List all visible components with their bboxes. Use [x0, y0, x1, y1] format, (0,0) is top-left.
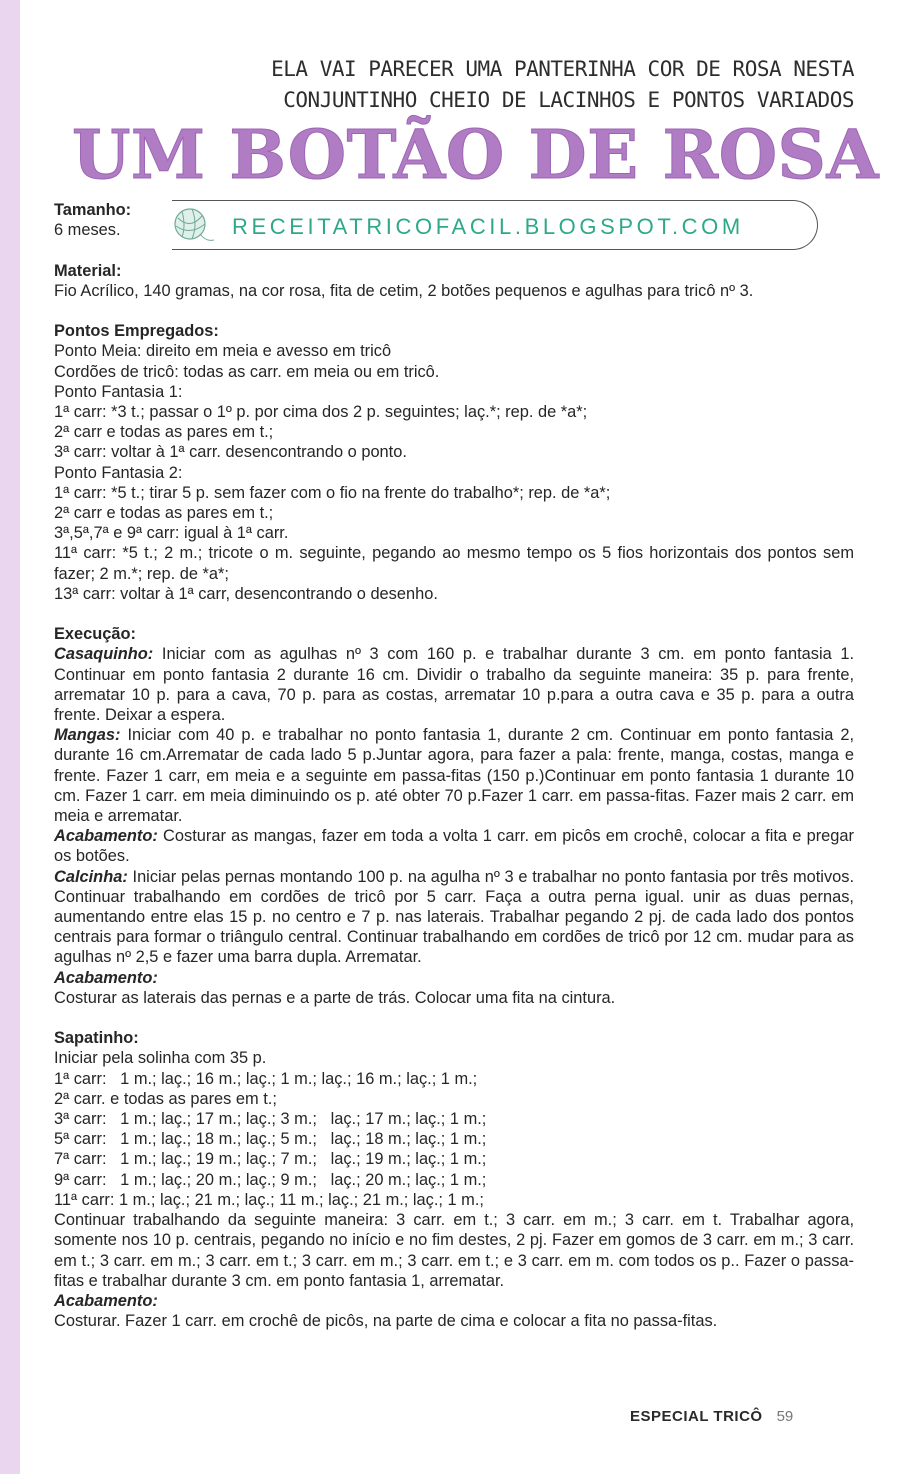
casaquinho-paragraph	[54, 644, 854, 725]
pontos-line: Ponto Fantasia 2:	[54, 463, 183, 482]
calcinha-text: Iniciar pelas pernas montando 100 p. na agulha nº 3 e trabalhar no ponto fantasia por três motivos. Continuar trabalhando em cordões de tricô por 5 carr. Faça a outra perna igual. unir as duas pernas, aumentando entre elas 15 p. no centro e 7 p. nas laterais. Trabalhar pegando 2 pj. de cada lado dos pontos centrais para formar o triângulo central. Continuar trabalhando em cordões de tricô por 12 cm. mudar para as agulhas nº 2,5 e fazer uma barra dupla. Arrematar.	[54, 867, 854, 967]
sapatinho-line: 1ª carr: 1 m.; laç.; 16 m.; laç.; 1 m.; laç.; 16 m.; laç.; 1 m.;	[54, 1069, 478, 1088]
page-number: 59	[776, 1408, 794, 1425]
pontos-line: 11ª carr: *5 t.; 2 m.; tricote o m. seguinte, pegando ao mesmo tempo os 5 fios horizontais dos pontos sem fazer; 2 m.*; rep. de *a*;	[54, 544, 854, 583]
pontos-line: 13ª carr: voltar à 1ª carr, desencontrando o desenho.	[54, 584, 438, 603]
pontos-line: 1ª carr: *3 t.; passar o 1º p. por cima dos 2 p. seguintes; laç.*; rep. de *a*;	[54, 403, 588, 421]
calcinha-paragraph	[54, 867, 854, 968]
acabamento-label: Acabamento:	[54, 827, 158, 846]
acabamento-casaquinho-paragraph	[54, 826, 854, 866]
subtitle-line-2: CONJUNTINHO CHEIO DE LACINHOS E PONTOS VARIADOS	[283, 88, 854, 112]
pontos-heading: Pontos Empregados:	[54, 322, 219, 341]
sapatinho-line: 7ª carr: 1 m.; laç.; 19 m.; laç.; 7 m.; laç.; 19 m.; laç.; 1 m.;	[54, 1150, 487, 1169]
sapatinho-line: 9ª carr: 1 m.; laç.; 20 m.; laç.; 9 m.; laç.; 20 m.; laç.; 1 m.;	[54, 1170, 487, 1189]
acabamento-sapatinho-text: Costurar. Fazer 1 carr. em crochê de picôs, na parte de cima e colocar a fita no passa-fitas.	[54, 1312, 718, 1331]
material-heading: Material:	[54, 261, 122, 280]
page-title: UM BOTÃO DE ROSA	[72, 115, 879, 194]
sapatinho-line: Iniciar pela solinha com 35 p.	[54, 1049, 267, 1068]
mangas-label: Mangas:	[54, 726, 121, 745]
acabamento-sapatinho-label: Acabamento:	[54, 1291, 158, 1310]
pontos-line: 2ª carr e todas as pares em t.;	[54, 504, 274, 523]
execucao-heading: Execução:	[54, 625, 136, 644]
acabamento-calcinha-label: Acabamento:	[54, 968, 158, 987]
recipe-content	[54, 200, 854, 1331]
sapatinho-line: 2ª carr. e todas as pares em t.;	[54, 1089, 277, 1108]
pontos-line: Ponto Meia: direito em meia e avesso em tricô	[54, 342, 392, 361]
sapatinho-line: 3ª carr: 1 m.; laç.; 17 m.; laç.; 3 m.; laç.; 17 m.; laç.; 1 m.;	[54, 1110, 487, 1129]
casaquinho-label: Casaquinho:	[54, 645, 154, 664]
mangas-text: Iniciar com 40 p. e trabalhar no ponto fantasia 1, durante 2 cm. Continuar em ponto fantasia 2, durante 16 cm.Arrematar de cada lado 5 p.Juntar agora, para fazer a pala: frente, manga, costas, manga e frente. Fazer 1 carr, em meia e a seguinte em passa-fitas (150 p.)Continuar em ponto fantasia 1 durante 10 cm. Fazer 1 carr. em meia diminuindo os p. até obter 70 p.Fazer 1 carr. em passa-fitas. Fazer mais 2 carr. em meia e arrematar.	[54, 726, 854, 826]
acabamento-calcinha-text: Costurar as laterais das pernas e a parte de trás. Colocar uma fita na cintura.	[54, 988, 616, 1007]
page-margin-band	[0, 0, 20, 1474]
sapatinho-paragraph: Continuar trabalhando da seguinte maneira: 3 carr. em t.; 3 carr. em m.; 3 carr. em t. Trabalhar agora, somente nos 10 p. centrais, pegando no início e no fim destes, 2 pj. Fazer em gomos de 3 carr. em m.; 3 carr. em t.; 3 carr. em m.; 3 carr. em t.; 3 carr. em m.; 3 carr. em t.; e 3 carr. em m. com todos os p.. Fazer o passa-fitas e trabalhar durante 3 cm. em ponto fantasia 1, arrematar.	[54, 1211, 854, 1290]
pontos-line: Ponto Fantasia 1:	[54, 382, 183, 401]
pontos-line: 1ª carr: *5 t.; tirar 5 p. sem fazer com o fio na frente do trabalho*; rep. de *a*;	[54, 483, 611, 502]
sapatinho-line: 11ª carr: 1 m.; laç.; 21 m.; laç.; 11 m.; laç.; 21 m.; laç.; 1 m.;	[54, 1190, 484, 1209]
tamanho-text: 6 meses.	[54, 221, 121, 240]
sapatinho-heading: Sapatinho:	[54, 1029, 139, 1048]
pontos-line: Cordões de tricô: todas as carr. em meia ou em tricô.	[54, 362, 440, 381]
page-footer	[630, 1408, 793, 1425]
material-text: Fio Acrílico, 140 gramas, na cor rosa, fita de cetim, 2 botões pequenos e agulhas para tricô nº 3.	[54, 281, 754, 300]
pontos-line: 3ª carr: voltar à 1ª carr. desencontrando o ponto.	[54, 443, 407, 462]
pontos-line: 2ª carr e todas as pares em t.;	[54, 423, 274, 442]
watermark-text: RECEITATRICOFACIL.BLOGSPOT.COM	[232, 214, 744, 239]
subtitle	[271, 54, 854, 116]
subtitle-line-1: ELA VAI PARECER UMA PANTERINHA COR DE ROSA NESTA	[271, 57, 854, 81]
pontos-line: 3ª,5ª,7ª e 9ª carr: igual à 1ª carr.	[54, 524, 289, 543]
mangas-paragraph	[54, 725, 854, 826]
tamanho-heading: Tamanho:	[54, 201, 132, 219]
sapatinho-line: 5ª carr: 1 m.; laç.; 18 m.; laç.; 5 m.; laç.; 18 m.; laç.; 1 m.;	[54, 1130, 487, 1149]
magazine-name: ESPECIAL TRICÔ	[630, 1408, 763, 1425]
acabamento-text: Costurar as mangas, fazer em toda a volta 1 carr. em picôs em crochê, colocar a fita e pregar os botões.	[54, 827, 854, 866]
casaquinho-text: Iniciar com as agulhas nº 3 com 160 p. e trabalhar durante 3 cm. em ponto fantasia 1. Continuar em ponto fantasia 2 durante 16 cm. Dividir o trabalho da seguinte maneira: 35 p. para frente, arrematar 10 p. para a cava, 70 p. para as costas, arrematar 10 p.para a outra cava e 35 p. para a outra frente. Deixar a espera.	[54, 645, 854, 725]
calcinha-label: Calcinha:	[54, 867, 128, 886]
